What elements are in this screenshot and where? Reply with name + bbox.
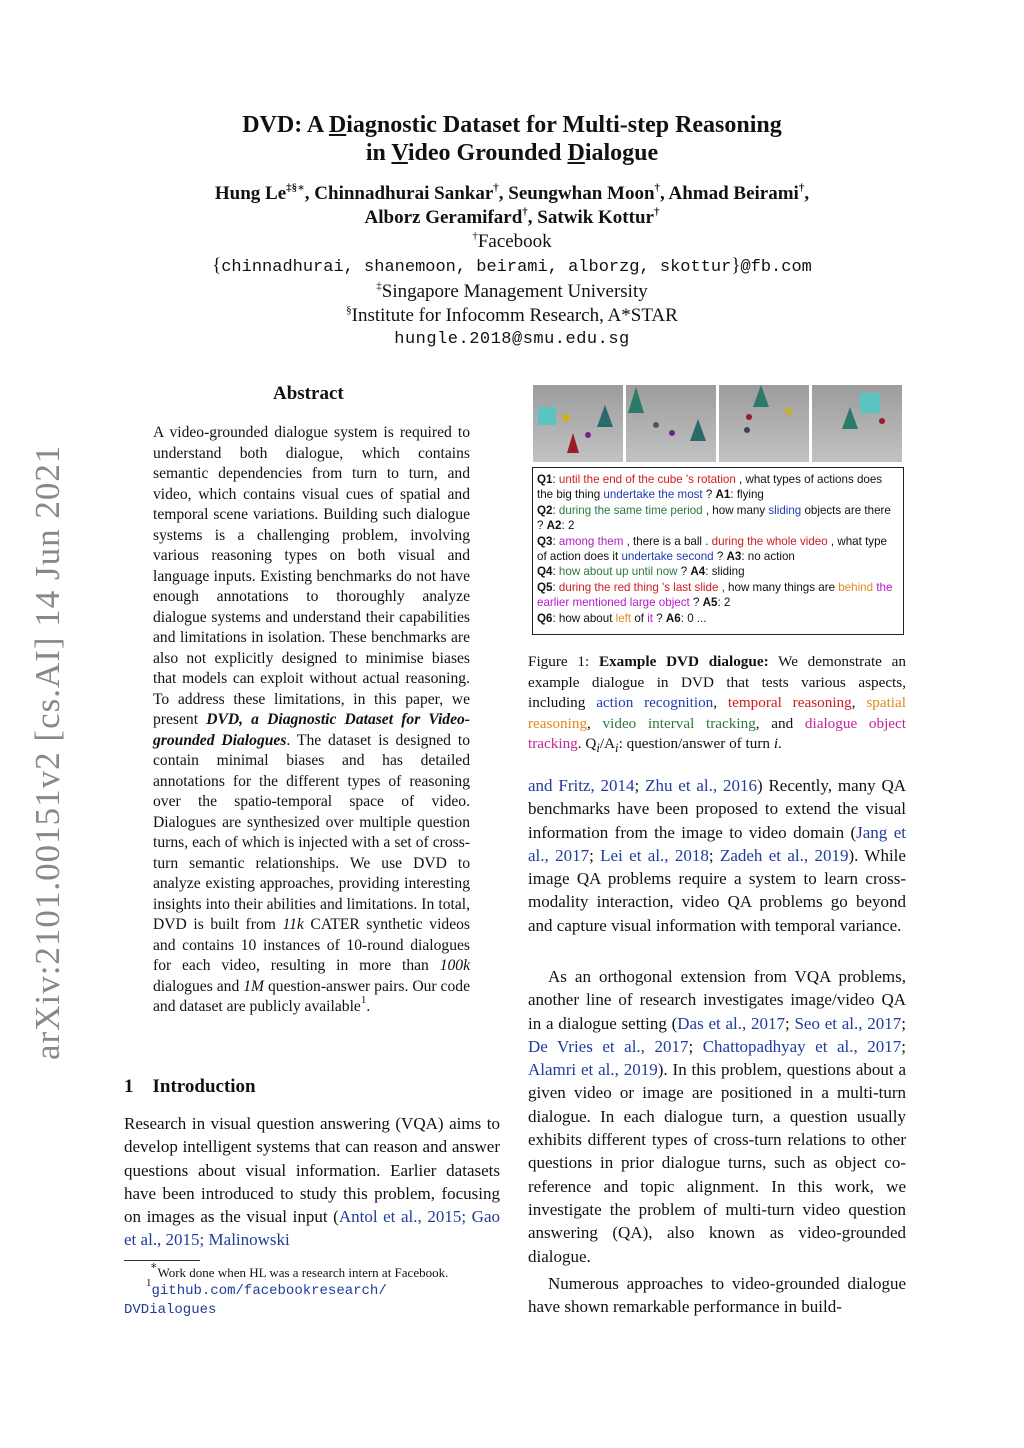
ball-shape: [785, 407, 793, 415]
author-line-1: [0, 182, 1024, 206]
dialogue-turn-6: Q6: how about left of it ? A6: 0 ...: [537, 611, 707, 625]
footnote-star: ∗Work done when HL was a research intern at Facebook.: [150, 1260, 449, 1280]
frame-3-scene: [719, 385, 809, 462]
author-affiliation-mark: †: [522, 206, 528, 218]
arxiv-sidebar: arXiv:2101.00151v2 [cs.AI] 14 Jun 2021: [28, 444, 67, 1060]
citation-link[interactable]: Zadeh et al., 2019: [719, 845, 849, 865]
author-name: Alborz Geramifard: [364, 207, 523, 228]
ball-shape: [585, 432, 591, 438]
author-affiliation-mark: ‡§∗: [286, 182, 305, 194]
paper-title: [0, 111, 1024, 167]
figure-caption: Figure 1: Example DVD dialogue: We demonstrate an example dialogue in DVD that tests various aspects, including action recognition, temporal reasoning, spatial reasoning, video interval tracking, and dialogue object tracking. $Q_i/A_i$: question/answer of turn i.: [528, 653, 906, 756]
abstract-body: A video-grounded dialogue system is required to understand both dialogue, which contains semantic dependencies from turn to turn, and video, which contains visual cues of spatial and temporal scene variations. Building such dialogue systems is a challenging problem, involving various reasoning types on both visual and language inputs. Existing benchmarks do not have enough annotations to thoroughly analyze dialogue systems and understand their capabilities and limitations in isolation. These benchmarks are also not explicitly designed to minimise biases that models can exploit without actual reasoning. To address these limitations, in this paper, we present DVD, a Diagnostic Dataset for Video-grounded Dialogues. The dataset is designed to contain minimal biases and has detailed annotations for the different types of reasoning over the spatio-temporal space of video. Dialogues are synthesized over multiple question turns, each of which is injected with a set of cross-turn semantic relationships. We use DVD to analyze existing approaches, providing interesting insights into their abilities and limitations. In total, DVD is built from 11k CATER synthetic videos and contains 10 instances of 10-round dialogues for each video, resulting in more than 100k dialogues and 1M question-answer pairs. Our code and dataset are publicly available$^1$.: [153, 424, 471, 1015]
author-name: , Chinnadhurai Sankar: [304, 183, 494, 204]
facebook-emails: {chinnadhurai, shanemoon, beirami, alborzg, skottur}@fb.com: [212, 255, 812, 277]
footnote-rule: [124, 1260, 200, 1261]
cone-shape: [690, 419, 706, 441]
github-link-continued[interactable]: DVDialogues: [124, 1302, 217, 1318]
dialogue-turn-3: Q3: among them , there is a ball . during the whole video , what type of action does it undertake second ? A3: no action: [537, 534, 887, 564]
video-frame-2: [626, 385, 716, 462]
cube-shape: [860, 393, 880, 413]
video-frame-4: [812, 385, 902, 462]
dialogue-turn-5: Q5: during the red thing 's last slide , how many things are behind the earlier mentioned large object ? A5: 2: [537, 580, 893, 610]
dialogue-turn-1: Q1: until the end of the cube 's rotation , what types of actions does the big thing undertake the most ? A1: flying: [537, 473, 883, 502]
citation-link[interactable]: Seo et al., 2017: [794, 1013, 902, 1033]
author-affiliation-mark: †: [493, 182, 499, 194]
cone-shape: [597, 405, 613, 427]
citation-link[interactable]: and Fritz, 2014: [528, 776, 635, 795]
citation-link[interactable]: Chattopadhyay et al., 2017: [702, 1036, 902, 1056]
affiliation-i2r: §Institute for Infocomm Research, A*STAR: [346, 304, 678, 326]
introduction-heading: 1 Introduction: [124, 1076, 256, 1097]
affiliation-smu: ‡Singapore Management University: [376, 280, 648, 302]
cone-shape: [842, 407, 858, 429]
citation-link[interactable]: Malinowski: [208, 1230, 290, 1250]
citation-link[interactable]: Das et al., 2017: [677, 1013, 785, 1033]
affiliation-facebook: †Facebook: [472, 230, 552, 252]
frame-1-scene: [533, 385, 623, 462]
author-name: Hung Le: [214, 183, 287, 204]
author-name: ,: [804, 183, 810, 204]
citation-link[interactable]: Gao et al., 2015: [124, 1207, 500, 1250]
cube-shape: [538, 407, 556, 425]
cone-shape: [567, 433, 579, 453]
author-affiliation-mark: †: [653, 206, 660, 218]
ball-shape: [562, 414, 570, 422]
author-list: [0, 182, 1024, 230]
title-line-2: in Video Grounded Dialogue: [365, 140, 659, 166]
ball-shape: [669, 430, 675, 436]
ball-shape: [653, 422, 659, 428]
ball-shape: [879, 418, 885, 424]
right-column-paragraph-2: As an orthogonal extension from VQA problems, another line of research investigates image/video QA in a dialogue setting (Das et al., 2017; Seo et al., 2017; De Vries et al., 2017; Chattopadhyay et al., 2017; Alamri et al., 2019). In this problem, questions about a given video or image are positioned in a multi-turn dialogue. In each dialogue turn, a question usually exhibits different types of cross-turn relations to other questions in prior dialogue turns, such as object co-reference and topic alignment. In this work, we investigate the problem of multi-turn video question answering (QA), also known as video-grounded dialogue.: [528, 967, 906, 1266]
github-link[interactable]: github.com/facebookresearch/: [151, 1283, 387, 1299]
citation-link[interactable]: De Vries et al., 2017: [528, 1036, 689, 1056]
author-affiliation-mark: †: [798, 182, 805, 194]
title-line-1: DVD: A Diagnostic Dataset for Multi-step Reasoning: [242, 112, 782, 138]
citation-link[interactable]: Lei et al., 2018: [600, 845, 709, 865]
footnote-one: $^1$github.com/facebookresearch/ DVDialogues: [124, 1277, 387, 1318]
author-name: , Ahmad Beirami: [660, 183, 799, 204]
frame-2-scene: [626, 385, 716, 462]
ball-shape: [746, 414, 752, 420]
right-column-paragraph-3: Numerous approaches to video-grounded dialogue have shown remarkable performance in build-: [528, 1274, 906, 1317]
smu-email: hungle.2018@smu.edu.sg: [394, 330, 630, 349]
introduction-paragraph: Research in visual question answering (VQA) aims to develop intelligent systems that can reason and answer questions about visual information. Earlier datasets have been introduced to study this problem, focusing on images as the visual input (Antol et al., 2015; Gao et al., 2015; Malinowski: [124, 1114, 500, 1250]
author-affiliation-mark: †: [654, 182, 661, 194]
citation-link[interactable]: Jang et al., 2017: [528, 822, 906, 865]
author-line-2: [0, 206, 1024, 230]
video-frame-3: [719, 385, 809, 462]
citation-link[interactable]: Antol et al., 2015: [338, 1207, 462, 1227]
citation-link[interactable]: Zhu et al., 2016: [645, 776, 757, 795]
citation-link[interactable]: Alamri et al., 2019: [528, 1060, 658, 1080]
author-name: , Seungwhan Moon: [498, 183, 655, 204]
ball-shape: [744, 427, 750, 433]
right-column-paragraph-1: and Fritz, 2014; Zhu et al., 2016) Recently, many QA benchmarks have been proposed to extend the visual information from the image to video domain (Jang et al., 2017; Lei et al., 2018; Zadeh et al., 2019). While image QA problems require a system to learn cross-modality interaction, video QA problems go beyond and capture visual information with temporal variance.: [528, 776, 906, 935]
affiliations: [0, 230, 1024, 352]
cone-shape: [628, 387, 644, 413]
dialogue-turn-4: Q4: how about up until now ? A4: sliding: [537, 565, 745, 579]
dialogue-turn-2: Q2: during the same time period , how many sliding objects are there ? A2: 2: [537, 503, 891, 533]
author-name: , Satwik Kottur: [527, 207, 654, 228]
dialogue-box: [532, 467, 904, 635]
frame-4-scene: [812, 385, 902, 462]
cone-shape: [753, 385, 769, 407]
abstract-heading: Abstract: [273, 383, 344, 404]
video-frame-1: [533, 385, 623, 462]
